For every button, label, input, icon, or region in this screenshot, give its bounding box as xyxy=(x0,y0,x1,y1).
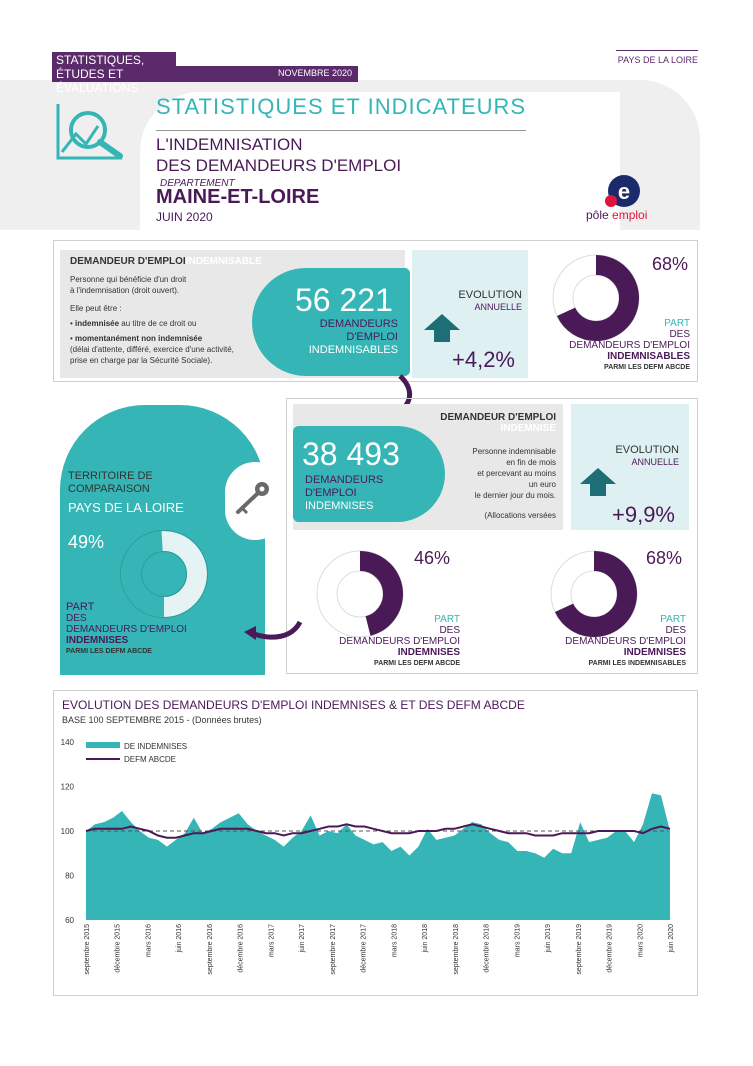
def-line: (délai d'attente, différé, exercice d'une activité, xyxy=(70,345,234,354)
x-tick-label: décembre 2016 xyxy=(237,924,245,973)
logo-wordmark xyxy=(586,208,647,222)
share-indemnises-indemnisables-pct: 68% xyxy=(646,548,683,568)
kpi-indemnisables-label xyxy=(290,318,398,357)
x-tick-label: septembre 2015 xyxy=(84,924,91,975)
share-label-line: PARMI LES DEFM ABCDE xyxy=(374,660,460,667)
territory-label-line: INDEMNISES xyxy=(66,635,129,646)
def-bullet-bold: indemnisée xyxy=(75,319,120,328)
x-tick-label: septembre 2019 xyxy=(575,924,583,975)
x-tick-label: septembre 2017 xyxy=(329,924,337,975)
share-label-line: INDEMNISES xyxy=(397,647,460,658)
territory-title xyxy=(68,470,153,496)
legend-swatch-area xyxy=(86,742,120,748)
x-tick-label: mars 2016 xyxy=(145,924,153,958)
def-line: en fin de mois xyxy=(506,458,556,467)
territory-label-line: PART xyxy=(66,601,95,613)
main-title: STATISTIQUES ET INDICATEURS xyxy=(156,94,527,119)
evolution-title: EVOLUTION xyxy=(615,444,679,456)
y-tick-label: 140 xyxy=(60,738,74,747)
share-indemnises-defm-label xyxy=(330,614,460,669)
def-line: à l'indemnisation (droit ouvert). xyxy=(70,286,180,295)
share-label-line: PART xyxy=(434,614,460,625)
kpi-label-line: INDEMNISABLES xyxy=(308,344,398,356)
subtitle-line-1: L'INDEMNISATION xyxy=(156,135,303,154)
chart-title: EVOLUTION DES DEMANDEURS D'EMPLOI INDEMNISES & ET DES DEFM ABCDE xyxy=(62,698,525,712)
logo-word-a: pôle xyxy=(586,208,609,222)
indemnisable-label-a: DEMANDEUR D'EMPLOI xyxy=(70,256,186,267)
magnifier-chart-icon xyxy=(54,100,126,164)
indemnise-definition xyxy=(440,446,556,521)
arrow-up-icon xyxy=(424,314,460,342)
x-tick-label: décembre 2019 xyxy=(606,924,614,973)
indemnise-label-a: DEMANDEUR D'EMPLOI xyxy=(440,412,556,423)
y-tick-label: 60 xyxy=(65,916,74,925)
publication-date: NOVEMBRE 2020 xyxy=(176,66,358,82)
def-line: (Allocations versées xyxy=(484,511,556,520)
share-label-line: DES xyxy=(665,625,686,636)
share-indemnises-indemnisables-label xyxy=(556,614,686,669)
y-tick-label: 120 xyxy=(60,782,74,792)
x-tick-label: décembre 2018 xyxy=(483,924,491,973)
legend-label-area: DE INDEMNISES xyxy=(124,742,188,751)
kpi-label-line: DEMANDEURS xyxy=(319,318,398,330)
kpi-label-line: D'EMPLOI xyxy=(346,331,398,343)
x-tick-label: mars 2019 xyxy=(514,924,522,958)
x-tick-label: septembre 2016 xyxy=(206,924,214,975)
y-axis xyxy=(61,738,75,925)
def-bullet: • momentanément non indemnisée xyxy=(70,334,203,343)
share-indemnisables-pct: 68% xyxy=(652,254,689,274)
key-icon xyxy=(232,480,272,516)
series-line-2: ÉTUDES ET ÉVALUATIONS xyxy=(56,67,139,95)
share-label-line: PARMI LES INDEMNISABLES xyxy=(588,660,686,667)
share-label-line: DES xyxy=(669,329,690,340)
x-tick-label: juin 2019 xyxy=(545,924,553,953)
x-tick-label: juin 2017 xyxy=(299,924,307,953)
share-indemnisables-label xyxy=(560,318,690,373)
def-bullet-bold: momentanément non indemnisée xyxy=(75,334,203,343)
territory-label-line: DEMANDEURS D'EMPLOI xyxy=(66,624,187,635)
x-tick-label: mars 2018 xyxy=(391,924,399,958)
indemnisable-label xyxy=(70,256,262,267)
x-tick-label: juin 2020 xyxy=(668,924,675,953)
indemnisable-definition xyxy=(70,274,255,366)
subtitle-line-2: DES DEMANDEURS D'EMPLOI xyxy=(156,156,402,175)
logo-letter: e xyxy=(617,179,631,204)
logo-word-b: emploi xyxy=(612,208,648,222)
series-de-indemnises-area xyxy=(86,793,670,920)
def-bullet: • indemnisée au titre de ce droit ou xyxy=(70,319,197,328)
pole-emploi-logo xyxy=(602,172,642,210)
arrow-up-icon xyxy=(580,468,616,496)
territory-label xyxy=(66,602,187,657)
x-tick-label: mars 2017 xyxy=(268,924,276,958)
territory-pct: 49% xyxy=(68,532,105,552)
chart-legend xyxy=(86,742,187,764)
share-label-line: DEMANDEURS D'EMPLOI xyxy=(565,636,686,647)
share-label-line: DES xyxy=(439,625,460,636)
indemnise-label xyxy=(440,412,556,434)
curved-arrow-icon xyxy=(242,618,304,644)
subtitle xyxy=(156,134,401,176)
kpi-label-line: D'EMPLOI xyxy=(305,487,357,499)
share-label-line: PARMI LES DEFM ABCDE xyxy=(604,364,690,371)
legend-label-line: DEFM ABCDE xyxy=(124,755,177,764)
indemnise-label-b: INDEMNISE xyxy=(500,423,556,434)
share-label-line: PART xyxy=(664,318,690,329)
def-line: Elle peut être : xyxy=(70,304,122,313)
territory-label-line: PARMI LES DEFM ABCDE xyxy=(66,648,152,655)
evolution-value: +9,9% xyxy=(612,502,675,527)
share-label-line: DEMANDEURS D'EMPLOI xyxy=(569,340,690,351)
y-tick-label: 100 xyxy=(60,827,74,836)
def-line: un euro xyxy=(528,480,556,489)
region-label: PAYS DE LA LOIRE xyxy=(616,50,698,65)
indemnisable-label-b: INDEMNISABLE xyxy=(185,256,262,267)
x-tick-label: mars 2020 xyxy=(637,924,645,958)
x-tick-label: décembre 2015 xyxy=(114,924,122,973)
kpi-indemnises-value: 38 493 xyxy=(302,436,400,472)
x-axis xyxy=(84,924,675,975)
territory-region: PAYS DE LA LOIRE xyxy=(68,500,184,515)
def-line: prise en charge par la Sécurité Sociale). xyxy=(70,356,213,365)
territory-title-line: COMPARAISON xyxy=(68,483,150,495)
kpi-indemnises-label xyxy=(305,474,383,513)
evolution-title: EVOLUTION xyxy=(458,289,522,301)
share-label-line: INDEMNISABLES xyxy=(607,351,690,362)
evolution-subtitle: ANNUELLE xyxy=(631,457,679,467)
title-divider xyxy=(156,130,526,131)
share-label-line: DEMANDEURS D'EMPLOI xyxy=(339,636,460,647)
share-label-line: INDEMNISES xyxy=(623,647,686,658)
kpi-indemnisables-value: 56 221 xyxy=(295,282,393,318)
def-line: Personne qui bénéficie d'un droit xyxy=(70,275,187,284)
chart-subtitle: BASE 100 SEPTEMBRE 2015 - (Données brutes) xyxy=(62,715,262,725)
def-line: Personne indemnisable xyxy=(472,447,556,456)
territory-title-line: TERRITOIRE DE xyxy=(68,470,153,482)
x-tick-label: juin 2016 xyxy=(176,924,184,953)
def-line: le dernier jour du mois. xyxy=(474,491,556,500)
def-line: et percevant au moins xyxy=(477,469,556,478)
evolution-value: +4,2% xyxy=(452,347,515,372)
share-indemnises-defm-pct: 46% xyxy=(414,548,451,568)
department-name: MAINE-ET-LOIRE xyxy=(156,186,320,208)
kpi-label-line: INDEMNISES xyxy=(305,500,374,512)
x-tick-label: décembre 2017 xyxy=(360,924,368,973)
y-tick-label: 80 xyxy=(65,871,74,881)
x-tick-label: juin 2018 xyxy=(422,924,430,953)
x-tick-label: septembre 2018 xyxy=(452,924,460,975)
evolution-chart xyxy=(58,732,688,990)
department-label: DEPARTEMENT xyxy=(160,178,235,189)
evolution-subtitle: ANNUELLE xyxy=(474,302,522,312)
territory-label-line: DES xyxy=(66,613,87,624)
share-label-line: PART xyxy=(660,614,686,625)
def-bullet-text: au titre de ce droit ou xyxy=(119,319,197,328)
series-label xyxy=(52,52,176,95)
period: JUIN 2020 xyxy=(156,210,213,224)
kpi-label-line: DEMANDEURS xyxy=(305,474,384,486)
series-line-1: STATISTIQUES, xyxy=(56,53,145,67)
